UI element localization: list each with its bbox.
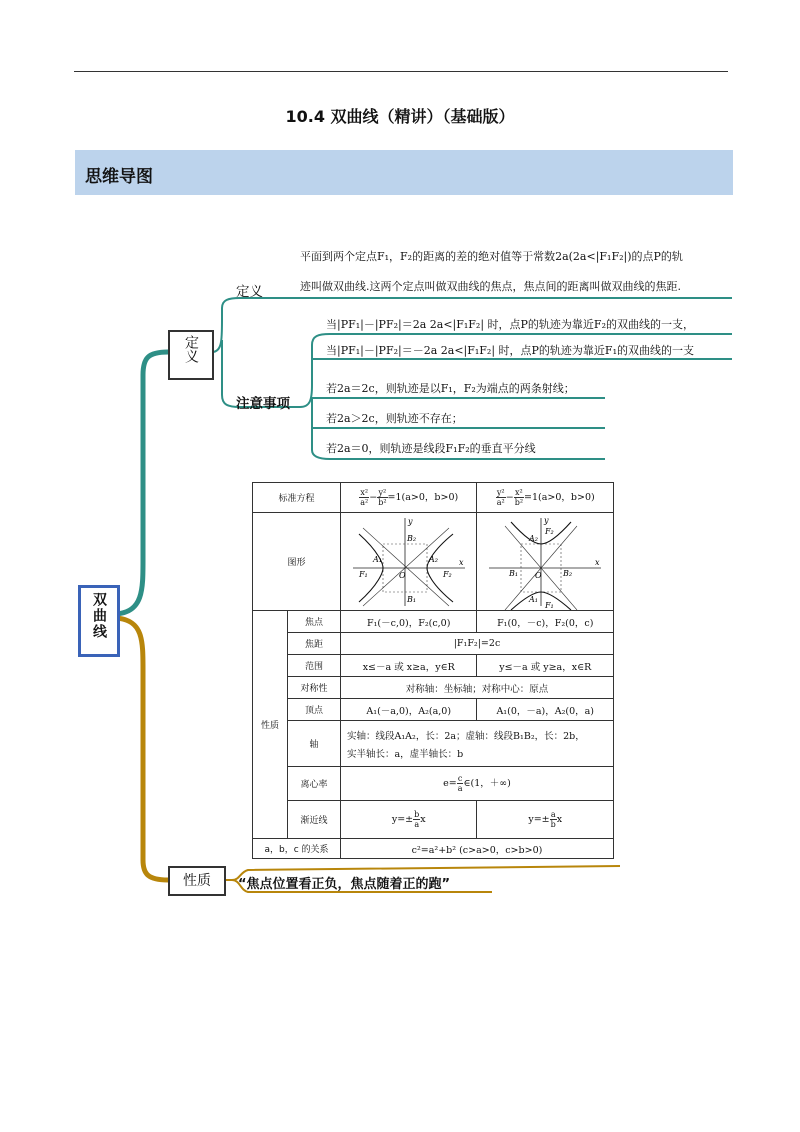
row-label-focal-length: 焦距 [288,633,341,655]
eccentricity: e= $\frac{c}{a}$ ∈(1，＋∞) [341,767,614,801]
notes-line4: 若2a＞2c，则轨迹不存在； [326,412,463,425]
svg-text:x: x [595,557,600,567]
definition-text-line2: 迹叫做双曲线.这两个定点叫做双曲线的焦点，焦点间的距离叫做双曲线的焦距. [300,280,681,293]
svg-text:B₂: B₂ [563,568,573,578]
table-row [253,655,614,677]
axis-value [341,721,614,767]
notes-line3: 若2a＝2c，则轨迹是以F₁，F₂为端点的两条射线； [326,382,575,395]
notes-label: 注意事项 [236,396,290,412]
table-row [253,611,614,633]
property-node [168,866,226,896]
symmetry: 对称轴：坐标轴；对称中心：原点 [341,677,614,699]
vertex-x: A₁(－a,0)，A₂(a,0) [341,699,477,721]
definition-sublabel: 定义 [236,284,263,300]
eq-x-axis: $\frac{\text{x²}}{\text{a²}}$ − $\frac{\text{y²}}{\text{b²}}$ =1(a>0，b>0) [341,483,477,513]
svg-text:x: x [458,557,464,567]
row-label-range: 范围 [288,655,341,677]
root-node [78,585,120,657]
notes-line1: 当|PF₁|－|PF₂|＝2a 2a<|F₁F₂| 时，点P的轨迹为靠近F₂的双曲线的一支， [326,318,694,331]
relation-label: a，b，c 的关系 [253,839,341,859]
range-x: x≤－a 或 x≥a，y∈R [341,655,477,677]
axis-line2: 实半轴长：a，虚半轴长：b [347,748,464,760]
eq-y-axis: $\frac{\text{y²}}{\text{a²}}$ − $\frac{\text{x²}}{\text{b²}}$ =1(a>0，b>0) [477,483,614,513]
svg-text:F₁: F₁ [545,600,554,610]
hyperbola-properties-table [252,482,614,859]
svg-text:A₂: A₂ [529,533,539,543]
page-title: 10.4 双曲线（精讲）（基础版） [285,107,515,126]
graph-y-hyperbola [477,513,614,611]
asymptote-y: y=± $\frac{a}{b}$ x [477,801,614,839]
graph-x-hyperbola [341,513,477,611]
definition-node-label: 定义 [183,335,199,363]
props-header: 性质 [253,611,288,839]
notes-line5: 若2a＝0，则轨迹是线段F₁F₂的垂直平分线 [326,442,536,455]
root-label: 双曲线 [91,592,107,640]
row-label-axis: 轴 [288,721,341,767]
relation-value: c²=a²+b² (c>a>0，c>b>0) [341,839,614,859]
table-row [253,801,614,839]
table-row [253,483,614,513]
graph-header: 图形 [253,513,341,611]
svg-text:O: O [398,570,406,580]
svg-text:B₁: B₁ [509,568,519,578]
svg-text:y: y [407,516,413,526]
svg-text:F₁: F₁ [358,569,368,579]
table-row [253,767,614,801]
svg-text:O: O [535,570,542,580]
section-label: 思维导图 [85,167,153,187]
row-label-asymptote: 渐近线 [288,801,341,839]
table-row [253,839,614,859]
row-label-focus: 焦点 [288,611,341,633]
table-row [253,721,614,767]
focal-length: |F₁F₂|=2c [341,633,614,655]
definition-text-line1: 平面到两个定点F₁，F₂的距离的差的绝对值等于常数2a(2a<|F₁F₂|)的点P的轨 [300,250,683,263]
svg-text:A₁: A₁ [372,554,382,564]
std-eq-header: 标准方程 [253,483,341,513]
table-row [253,633,614,655]
table-row [253,677,614,699]
graph-x [349,514,469,610]
table-row [253,513,614,611]
svg-text:y: y [544,515,549,525]
svg-text:A₁: A₁ [529,594,539,604]
svg-text:F₂: F₂ [545,526,554,536]
svg-text:F₂: F₂ [442,569,452,579]
focus-x: F₁(－c,0)，F₂(c,0) [341,611,477,633]
property-mnemonic: “焦点位置看正负，焦点随着正的跑” [238,877,451,892]
row-label-symmetry: 对称性 [288,677,341,699]
svg-text:A₂: A₂ [428,554,438,564]
svg-text:B₁: B₁ [406,594,416,604]
focus-y: F₁(0，－c)，F₂(0，c) [477,611,614,633]
graph-y [485,514,605,610]
range-y: y≤－a 或 y≥a，x∈R [477,655,614,677]
svg-text:B₂: B₂ [406,533,416,543]
row-label-eccentricity: 离心率 [288,767,341,801]
table-row [253,699,614,721]
row-label-vertex: 顶点 [288,699,341,721]
property-node-label: 性质 [183,873,211,889]
definition-node [168,330,214,380]
notes-line2: 当|PF₁|－|PF₂|＝－2a 2a<|F₁F₂| 时，点P的轨迹为靠近F₁的双曲线的一支 [326,344,694,357]
vertex-y: A₁(0，－a)，A₂(0，a) [477,699,614,721]
axis-line1: 实轴：线段A₁A₂，长：2a；虚轴：线段B₁B₂，长：2b， [347,730,585,742]
asymptote-x: y=± $\frac{b}{a}$ x [341,801,477,839]
